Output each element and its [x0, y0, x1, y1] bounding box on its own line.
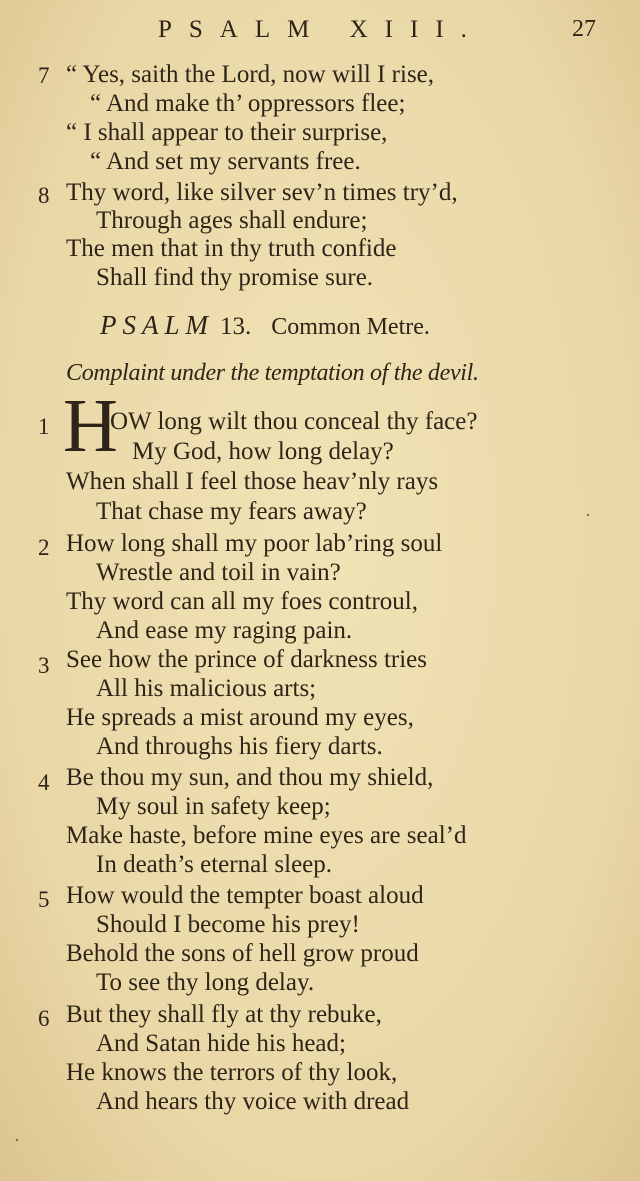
- verse-line: Wrestle and toil in vain?: [96, 559, 341, 586]
- verse-line: OW long wilt thou conceal thy face?: [110, 408, 478, 435]
- stanza-number: 5: [38, 887, 50, 912]
- stanza-number: 2: [38, 535, 50, 560]
- ink-speck: ·: [14, 1130, 20, 1150]
- verse-line: In death’s eternal sleep.: [96, 851, 333, 878]
- verse-line: He spreads a mist around my eyes,: [66, 704, 414, 731]
- verse-line: Through ages shall endure;: [96, 207, 368, 234]
- verse-line: Should I become his prey!: [96, 911, 360, 938]
- psalm-subtitle: Complaint under the temptation of the devil.: [66, 360, 479, 386]
- stanza-number: 3: [38, 653, 50, 678]
- stanza-number: 6: [38, 1006, 50, 1031]
- verse-line: That chase my fears away?: [96, 498, 367, 525]
- verse-line: Make haste, before mine eyes are seal’d: [66, 822, 467, 849]
- verse-line: My soul in safety keep;: [96, 793, 331, 820]
- psalm-heading-title: PSALM: [100, 310, 214, 340]
- verse-line: All his malicious arts;: [96, 675, 317, 702]
- drop-cap: H: [63, 384, 118, 468]
- verse-line: “ And set my servants free.: [90, 148, 361, 175]
- verse-line: The men that in thy truth confide: [66, 235, 397, 262]
- verse-line: “ Yes, saith the Lord, now will I rise,: [66, 61, 435, 88]
- verse-line: My God, how long delay?: [132, 438, 394, 465]
- verse-line: And ease my raging pain.: [96, 617, 353, 644]
- verse-line: And hears thy voice with dread: [96, 1088, 410, 1115]
- verse-line: “ I shall appear to their surprise,: [66, 119, 388, 146]
- psalm-heading: [100, 310, 430, 341]
- page-number: 27: [572, 16, 596, 42]
- psalm-heading-metre: Common Metre.: [271, 314, 430, 340]
- stanza-number: 1: [38, 414, 50, 439]
- verse-line: He knows the terrors of thy look,: [66, 1059, 398, 1086]
- verse-line: See how the prince of darkness tries: [66, 646, 427, 673]
- verse-line: And throughs his fiery darts.: [96, 733, 383, 760]
- verse-line: “ And make th’ oppressors flee;: [90, 90, 406, 117]
- verse-line: Thy word, like silver sev’n times try’d,: [66, 179, 458, 206]
- stanza-number: 8: [38, 183, 50, 208]
- verse-line: Thy word can all my foes controul,: [66, 588, 418, 615]
- psalm-heading-number: 13.: [220, 313, 252, 340]
- verse-line: How would the tempter boast aloud: [66, 882, 424, 909]
- verse-line: When shall I feel those heav’nly rays: [66, 468, 439, 495]
- verse-line: To see thy long delay.: [96, 969, 315, 996]
- verse-line: Behold the sons of hell grow proud: [66, 940, 419, 967]
- running-head: [0, 16, 640, 52]
- ink-speck: ·: [585, 505, 591, 525]
- stanza-number: 7: [38, 63, 50, 88]
- verse-line: Shall find thy promise sure.: [96, 264, 374, 291]
- verse-line: How long shall my poor lab’ring soul: [66, 530, 443, 557]
- running-head-title: PSALM XIII.: [158, 16, 484, 43]
- verse-line: And Satan hide his head;: [96, 1030, 346, 1057]
- stanza-number: 4: [38, 770, 50, 795]
- verse-line: But they shall fly at thy rebuke,: [66, 1001, 382, 1028]
- verse-line: Be thou my sun, and thou my shield,: [66, 764, 434, 791]
